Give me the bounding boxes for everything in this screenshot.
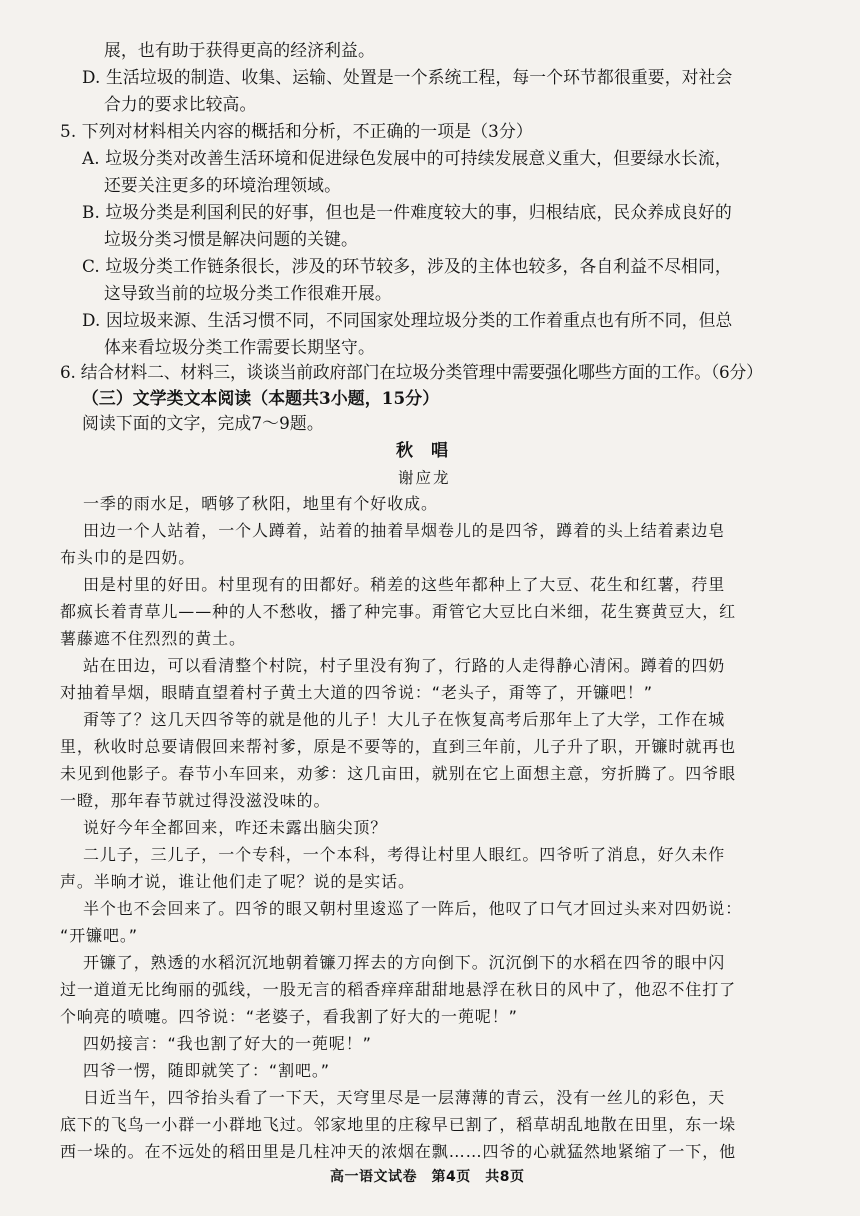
story-line: 开镰了，熟透的水稻沉沉地朝着镰刀挥去的方向倒下。沉沉倒下的水稻在四爷的眼中闪 [83,953,726,972]
story-line: 个响亮的喷嚏。四爷说：“老婆子，看我割了好大的一蔸呢！” [60,1007,518,1026]
story-line: 四奶接言：“我也割了好大的一蔸呢！” [83,1034,372,1053]
page-footer: 高一语文试卷 第4页 共8页 [330,1169,525,1185]
story-line: 一瞪，那年春节就过得没滋没味的。 [60,791,331,810]
story-line: 半个也不会回来了。四爷的眼又朝村里逡巡了一阵后，他叹了口气才回过头来对四奶说： [83,899,743,918]
story-line: 布头巾的是四奶。 [60,548,196,567]
story-author: 谢应龙 [398,469,451,487]
story-line: 甭等了？这几天四爷等的就是他的儿子！大儿子在恢复高考后那年上了大学，工作在城 [83,710,726,729]
q5-option-d-line-2: 体来看垃圾分类工作需要长期坚守。 [104,337,375,357]
q5-option-a-line-1: A. 垃圾分类对改善生活环境和促进绿色发展中的可持续发展意义重大，但要绿水长流， [82,148,732,168]
option-c-continuation: 展，也有助于获得更高的经济利益。 [104,40,375,60]
story-line: 都疯长着青草儿——种的人不愁收，播了种完事。甭管它大豆比白米细，花生赛黄豆大，红 [60,602,737,621]
story-line: 薯藤遮不住烈烈的黄土。 [60,629,246,648]
story-line: 西一垛的。在不远处的稻田里是几柱冲天的浓烟在飘……四爷的心就猛然地紧缩了一下，他 [60,1142,737,1161]
story-line: 站在田边，可以看清整个村院，村子里没有狗了，行路的人走得静心清闲。蹲着的四奶 [83,656,726,675]
q5-option-b-line-2: 垃圾分类习惯是解决问题的关键。 [104,229,358,249]
q5-option-c-line-1: C. 垃圾分类工作链条很长，涉及的环节较多，涉及的主体也较多，各自利益不尽相同， [82,256,732,276]
option-d-line-2: 合力的要求比较高。 [104,94,257,114]
story-line: 日近当午，四爷抬头看了一下天，天穹里尽是一层薄薄的青云，没有一丝儿的彩色，天 [83,1088,726,1107]
story-line: 一季的雨水足，晒够了秋阳，地里有个好收成。 [83,494,438,513]
option-d-line-1: D. 生活垃圾的制造、收集、运输、处置是一个系统工程，每一个环节都很重要，对社会 [82,67,733,87]
question-6-stem: 6. 结合材料二、材料三，谈谈当前政府部门在垃圾分类管理中需要强化哪些方面的工作。（6分） [60,362,763,382]
section-3-heading: （三）文学类文本阅读（本题共3小题，15分） [82,388,440,408]
story-line: 四爷一愣，随即就笑了：“割吧。” [83,1061,330,1080]
story-line: 对抽着旱烟，眼睛直望着村子黄土大道的四爷说：“老头子，甭等了，开镰吧！” [60,683,653,702]
story-line: 声。半晌才说，谁让他们走了呢？说的是实话。 [60,872,415,891]
q5-option-a-line-2: 还要关注更多的环境治理领域。 [104,175,342,195]
q5-option-b-line-1: B. 垃圾分类是利国利民的好事，但也是一件难度较大的事，归根结底，民众养成良好的 [82,202,732,222]
question-5-stem: 5. 下列对材料相关内容的概括和分析，不正确的一项是（3分） [60,121,533,141]
q5-option-c-line-2: 这导致当前的垃圾分类工作很难开展。 [104,283,392,303]
story-line: 田是村里的好田。村里现有的田都好。稍差的这些年都种上了大豆、花生和红薯，荇里 [83,575,726,594]
section-3-instruction: 阅读下面的文字，完成7～9题。 [82,413,324,433]
story-line: 说好今年全都回来，咋还未露出脑尖顶？ [83,818,388,837]
story-line: 底下的飞鸟一小群一小群地飞过。邻家地里的庄稼早已割了，稻草胡乱地散在田里，东一垛 [60,1115,737,1134]
story-title: 秋唱 [396,441,466,461]
story-line: 未见到他影子。春节小车回来，劝爹：这几亩田，就别在它上面想主意，穷折腾了。四爷眼 [60,764,737,783]
story-line: 里，秋收时总要请假回来帮衬爹，原是不要等的，直到三年前，儿子升了职，开镰时就再也 [60,737,737,756]
story-line: 过一道道无比绚丽的弧线，一股无言的稻香痒痒甜甜地悬浮在秋日的风中了，他忍不住打了 [60,980,737,999]
story-line: 田边一个人站着，一个人蹲着，站着的抽着旱烟卷儿的是四爷，蹲着的头上结着素边皂 [83,521,726,540]
q5-option-d-line-1: D. 因垃圾来源、生活习惯不同，不同国家处理垃圾分类的工作着重点也有所不同，但总 [82,310,733,330]
story-line: “开镰吧。” [60,926,138,945]
story-line: 二儿子，三儿子，一个专科，一个本科，考得让村里人眼红。四爷听了消息，好久未作 [83,845,726,864]
